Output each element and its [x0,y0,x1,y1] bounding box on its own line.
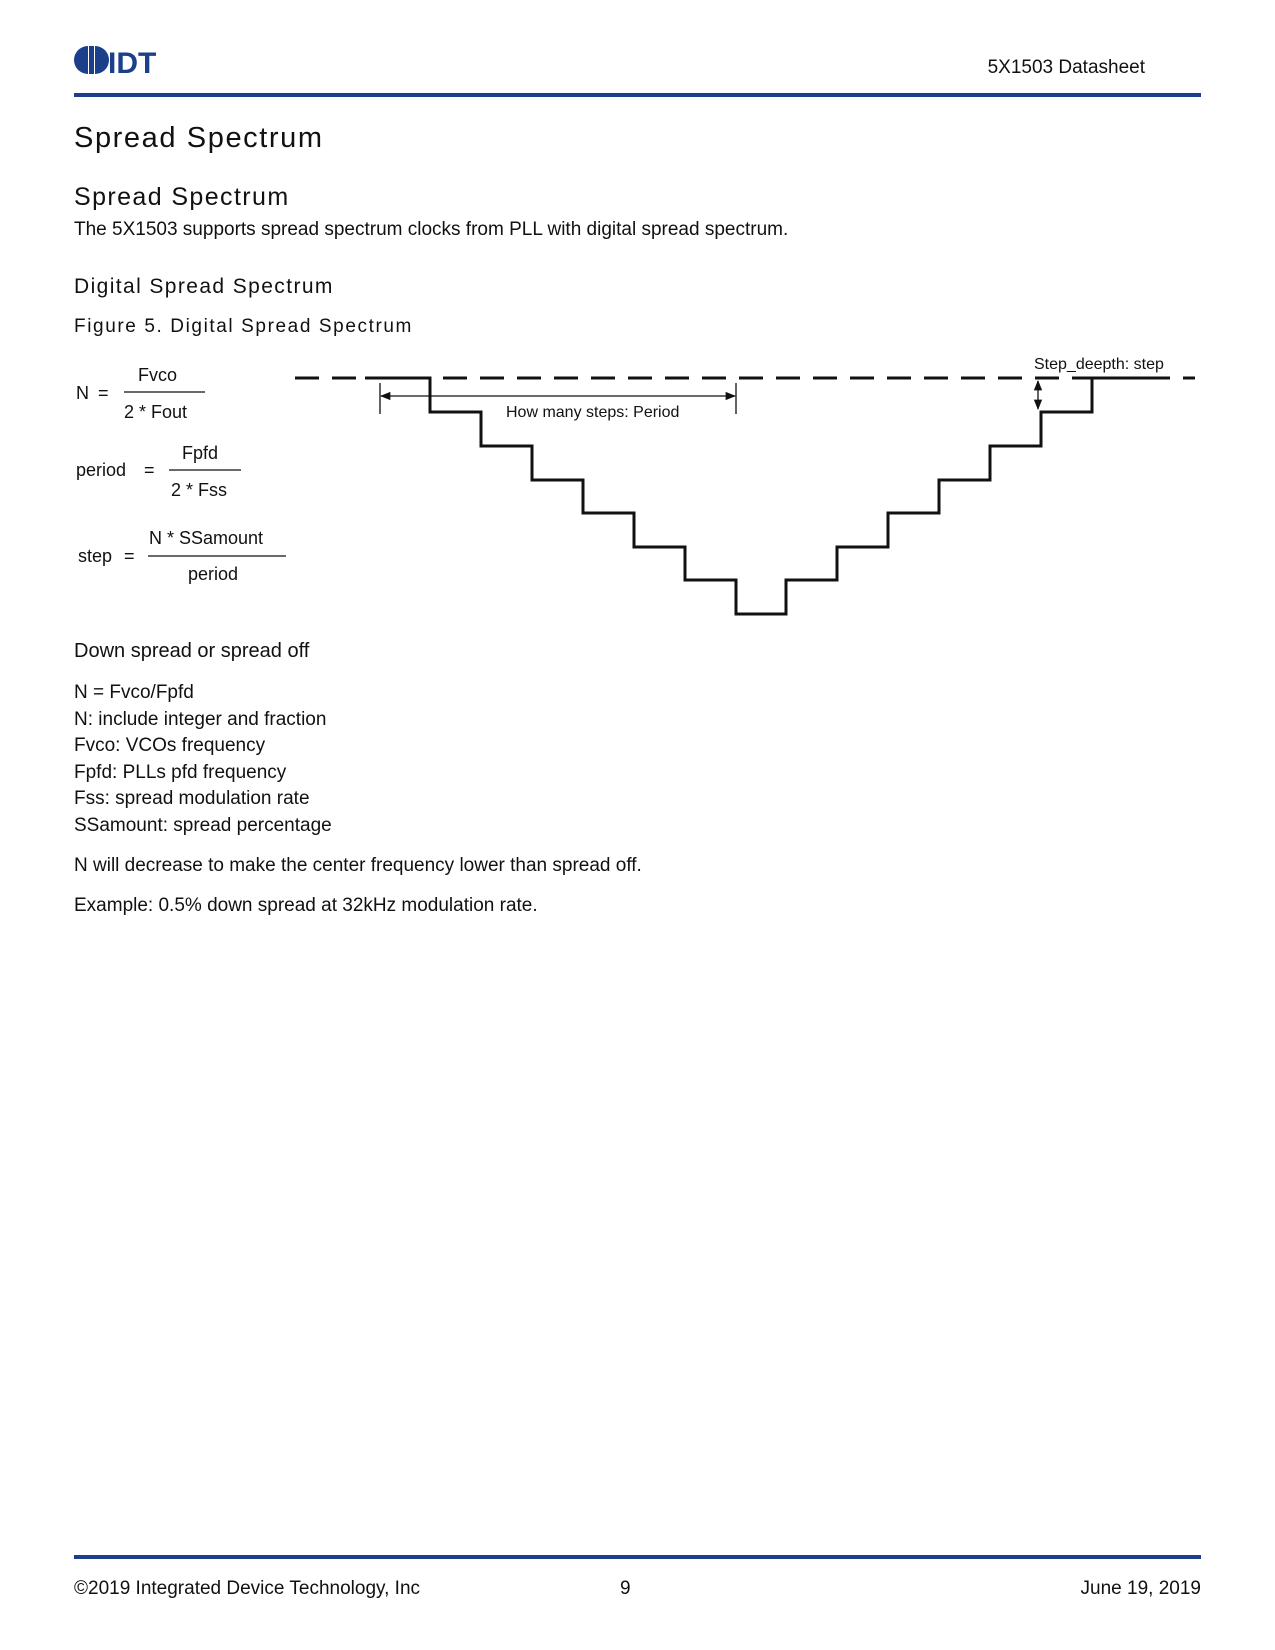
intro-paragraph: The 5X1503 supports spread spectrum clocks from PLL with digital spread spectrum. [74,219,789,240]
definition-line: Fvco: VCOs frequency [74,735,266,756]
eq-step-numerator: N * SSamount [149,528,264,548]
eq-period-equals: = [144,460,155,480]
definition-line: Fss: spread modulation rate [74,788,310,809]
figure-caption: Figure 5. Digital Spread Spectrum [74,316,413,337]
document-title: 5X1503 Datasheet [987,57,1145,78]
digital-spread-spectrum-figure [0,0,1275,620]
logo-text: IDT [108,47,157,76]
footer-copyright: ©2019 Integrated Device Technology, Inc [74,1578,421,1599]
definition-line: Fpfd: PLLs pfd frequency [74,761,287,783]
footer-date: June 19, 2019 [1080,1578,1201,1599]
eq-n-denominator: 2 * Fout [124,402,188,422]
eq-n-lhs: N [76,383,89,403]
example-line: Example: 0.5% down spread at 32kHz modulation rate. [74,895,538,916]
eq-period-numerator: Fpfd [182,443,219,463]
definition-line: N = Fvco/Fpfd [74,682,194,703]
eq-step-lhs: step [78,546,113,566]
down-spread-heading: Down spread or spread off [74,640,310,662]
eq-period-lhs: period [76,460,127,480]
eq-step-denominator: period [188,564,239,584]
eq-period-denominator: 2 * Fss [171,480,228,500]
footer-page-number: 9 [620,1578,631,1599]
decrease-note: N will decrease to make the center frequency lower than spread off. [74,855,642,876]
section-title: Spread Spectrum [74,122,324,154]
eq-n-numerator: Fvco [138,365,178,385]
sub-subtitle: Digital Spread Spectrum [74,275,334,298]
footer-rule [74,1555,1201,1559]
eq-step-equals: = [124,546,135,566]
section-subtitle: Spread Spectrum [74,183,290,211]
definition-line: N: include integer and fraction [74,708,327,730]
definition-line: SSamount: spread percentage [74,814,332,836]
definitions-list [74,680,332,839]
eq-n-equals: = [98,383,109,403]
period-label: How many steps: Period [506,404,680,421]
step-depth-label: Step_deepth: step [1034,356,1164,373]
staircase-waveform [365,378,1150,614]
